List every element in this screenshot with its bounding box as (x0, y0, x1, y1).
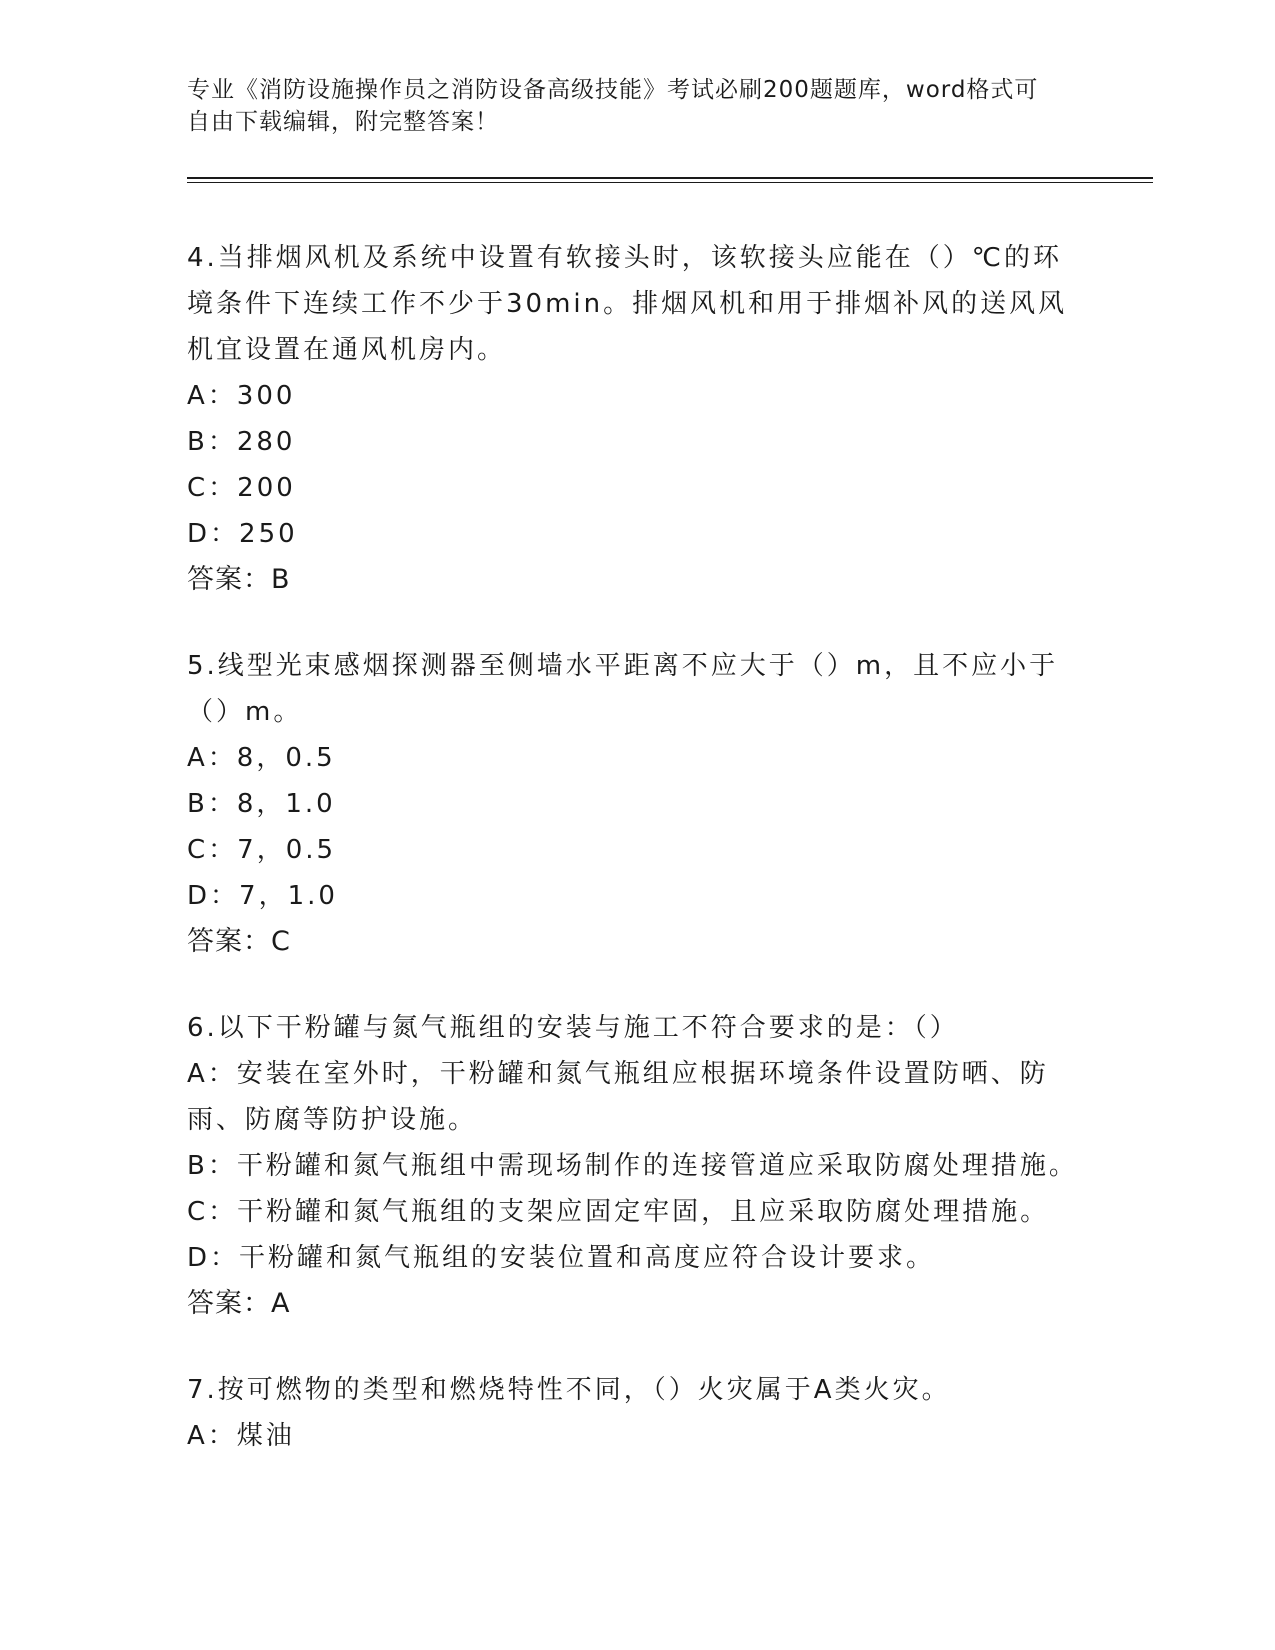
option-d: D：干粉罐和氮气瓶组的安装位置和高度应符合设计要求。 (187, 1243, 936, 1273)
option-a: A：煤油 (187, 1421, 295, 1451)
option-c: C：7，0.5 (187, 835, 337, 865)
question-stem: 4.当排烟风机及系统中设置有软接头时，该软接头应能在（）℃的环境条件下连续工作不少于30min。排烟风机和用于排烟补风的送风风机宜设置在通风机房内。 (187, 243, 1068, 365)
document-header (187, 74, 1067, 138)
option-c: C：200 (187, 473, 296, 503)
option-b: B：干粉罐和氮气瓶组中需现场制作的连接管道应采取防腐处理措施。 (187, 1151, 1078, 1181)
answer: 答案：B (187, 564, 291, 595)
option-b: B：8，1.0 (187, 789, 336, 819)
question-list (187, 235, 1087, 1499)
question-6 (187, 1005, 1087, 1327)
option-a: A：安装在室外时，干粉罐和氮气瓶组应根据环境条件设置防晒、防雨、防腐等防护设施。 (187, 1059, 1049, 1135)
option-c: C：干粉罐和氮气瓶组的支架应固定牢固，且应采取防腐处理措施。 (187, 1197, 1050, 1227)
option-d: D：250 (187, 519, 298, 549)
answer: 答案：A (187, 1288, 291, 1319)
header-line-1: 专业《消防设施操作员之消防设备高级技能》考试必刷200题题库，word格式可 (187, 77, 1039, 103)
header-line-2: 自由下载编辑，附完整答案！ (187, 109, 499, 135)
question-4 (187, 235, 1087, 603)
option-b: B：280 (187, 427, 296, 457)
header-divider-thin (187, 182, 1153, 183)
option-d: D：7，1.0 (187, 881, 338, 911)
option-a: A：8，0.5 (187, 743, 336, 773)
option-a: A：300 (187, 381, 296, 411)
question-7 (187, 1367, 1087, 1459)
answer: 答案：C (187, 926, 291, 957)
question-stem: 6.以下干粉罐与氮气瓶组的安装与施工不符合要求的是：（） (187, 1013, 959, 1043)
question-5 (187, 643, 1087, 965)
header-divider-thick (187, 177, 1153, 179)
question-stem: 5.线型光束感烟探测器至侧墙水平距离不应大于（）m，且不应小于（）m。 (187, 651, 1059, 727)
question-stem: 7.按可燃物的类型和燃烧特性不同，（）火灾属于A类火灾。 (187, 1375, 951, 1405)
